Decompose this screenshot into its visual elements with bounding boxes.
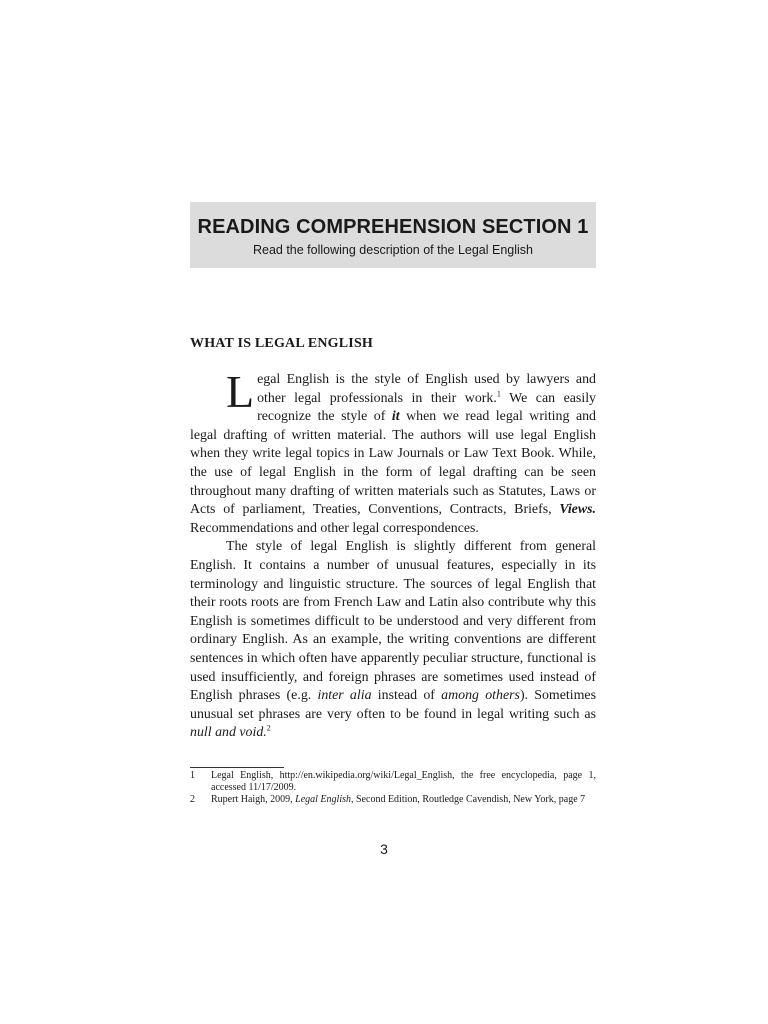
p2-text-1: The style of legal English is slightly different from general English. It contains a number of unusual features, especially in its terminology and linguistic structure. The sources of legal English that their roots roots are from French Law and Latin also contribute why this English is sometimes difficult to be understood and very different from ordinary English. As an example, the writing conventions are different sentences in which often have apparently peculiar structure, functional is used insufficiently, and foreign phrases are sometimes used instead of English phrases (e.g. — [190, 539, 596, 704]
footnote-item — [190, 770, 596, 793]
drop-cap: L — [226, 366, 255, 417]
p2-emphasis-inter-alia: inter alia — [317, 688, 372, 704]
footnote-text — [211, 794, 596, 806]
p1-text-1: egal English is the style of English used by lawyers and other legal professionals in their work. — [257, 372, 596, 406]
p1-emphasis-it: it — [391, 409, 400, 425]
footnote-number: 1 — [190, 770, 195, 781]
footnote-book-title: Legal English — [295, 794, 351, 805]
footnote-text-part: Legal English, http://en.wikipedia.org/wiki/Legal_English, the free encyclopedia, page 1, accessed 11/17/2009. — [211, 770, 596, 793]
footnote-divider — [190, 767, 284, 768]
p2-text-2: instead of — [371, 688, 442, 704]
section-title: READING COMPREHENSION SECTION 1 — [197, 216, 589, 238]
footnote-number: 2 — [190, 794, 195, 805]
article-heading: WHAT IS LEGAL ENGLISH — [190, 336, 374, 351]
footnotes — [190, 770, 596, 807]
section-header-box — [190, 202, 596, 268]
footnote-ref-1: 1 — [496, 388, 501, 398]
footnote-text-part: , Second Edition, Routledge Cavendish, New York, page 7 — [351, 794, 586, 805]
p1-emphasis-views: Views. — [559, 502, 596, 518]
footnote-item — [190, 794, 596, 806]
page-number: 3 — [380, 841, 388, 857]
p1-text-2: We can easily recognize the style of — [257, 390, 596, 425]
article-body — [190, 366, 596, 743]
footnote-text — [211, 770, 596, 793]
p2-text-3: ). Sometimes unusual set phrases are very often to be found in legal writing such as — [190, 688, 596, 722]
p1-text-4: Recommendations and other legal correspondences. — [190, 520, 479, 536]
section-subtitle: Read the following description of the Legal English — [252, 243, 534, 257]
paragraph-2 — [190, 538, 596, 743]
footnote-ref-2: 2 — [266, 723, 271, 733]
p1-text-3: when we read legal writing and legal drafting of written material. The authors will use legal English when they write legal topics in Law Journals or Law Text Book. While, the use of legal English in the form of legal drafting can be seen throughout many drafting of written materials such as Statutes, Laws or Acts of parliament, Treaties, Conventions, Contracts, Briefs, — [190, 409, 596, 518]
p2-emphasis-null-and-void: null and void. — [190, 725, 267, 741]
p2-emphasis-among-others: among others — [441, 688, 520, 704]
footnote-text-part: Rupert Haigh, 2009, — [211, 794, 296, 805]
paragraph-1 — [190, 366, 596, 538]
